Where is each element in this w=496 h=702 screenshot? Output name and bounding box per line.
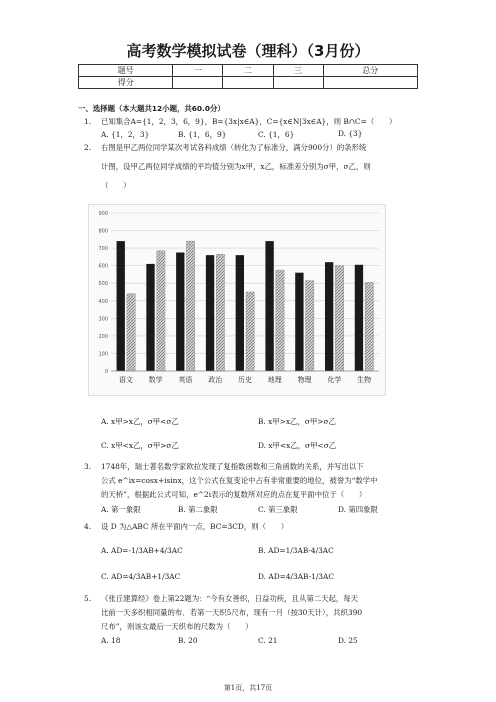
score-cell (323, 77, 417, 89)
bar-series-1 (295, 273, 303, 371)
score-table-header: 一 (173, 65, 223, 77)
score-cell (273, 77, 323, 89)
bar-series-2 (186, 241, 194, 371)
question-number: 2. (84, 143, 92, 152)
x-tick-label: 物理 (297, 376, 312, 384)
bar-series-2 (246, 292, 254, 371)
y-tick-label: 700 (98, 246, 108, 253)
question-number: 3. (84, 462, 92, 471)
score-table-header: 三 (273, 65, 323, 77)
y-tick-label: 900 (98, 211, 108, 217)
bar-series-2 (127, 294, 135, 371)
score-table (78, 64, 418, 89)
score-cell (173, 77, 223, 89)
question-stem: 设 D 为△ABC 所在平面内一点，BC=3CD，则（ ） (101, 522, 289, 531)
y-tick-label: 800 (98, 228, 108, 235)
question-stem: 比前一天多织相同量的布．若第一天织5尺布，现有一月（按30天计），共织390 (101, 608, 363, 617)
bar-series-1 (325, 262, 333, 371)
option-d: D. {3} (338, 129, 363, 138)
y-tick-label: 400 (98, 298, 108, 305)
option-d: D. 25 (338, 636, 358, 645)
question-stem: 的天桥”，根据此公式可知，e^2i表示的复数所对应的点在复平面中位于（ ） (101, 490, 367, 499)
bar-series-1 (265, 241, 273, 371)
bar-series-2 (335, 266, 343, 371)
score-table-row (79, 77, 418, 89)
question-stem: 尺布”，则该女最后一天织布的尺数为（ ） (101, 622, 253, 631)
option-c: C. AD=4/3AB+1/3AC (101, 572, 181, 581)
option-a: A. AD=-1/3AB+4/3AC (101, 546, 183, 555)
bar-series-1 (206, 255, 214, 371)
score-cell (223, 77, 273, 89)
bar-chart (88, 204, 386, 396)
score-table-header: 二 (223, 65, 273, 77)
bar-chart-svg (89, 205, 385, 395)
option-a: A. 18 (101, 636, 121, 645)
question-stem: 计图，设甲乙两位同学成绩的平均值分别为x甲，x乙，标准差分别为σ甲，σ乙，则 (101, 162, 371, 171)
y-tick-label: 0 (104, 369, 108, 375)
question-stem: （ ） (101, 181, 131, 190)
x-tick-label: 历史 (238, 376, 252, 384)
x-tick-label: 英语 (178, 376, 193, 384)
question-number: 1. (84, 117, 92, 126)
page-title: 高考数学模拟试卷（理科）（3月份） (126, 42, 370, 60)
question-stem: 《张丘建算经》卷上第22题为：“今有女善织，日益功疾，且从第二天起，每天 (101, 594, 359, 603)
bar-series-1 (146, 264, 154, 371)
score-table-header: 题号 (79, 65, 173, 77)
score-row-label: 得分 (79, 77, 173, 89)
option-c: C. 21 (258, 636, 278, 645)
bar-series-1 (176, 253, 184, 372)
question-stem: 公式 e^ix=cosx+isinx，这个公式在复变论中占有非常重要的地位，被誉为“数学中 (101, 476, 378, 485)
bar-series-2 (306, 281, 314, 371)
x-tick-label: 数学 (148, 376, 163, 384)
option-c: C. {1，6} (258, 130, 295, 139)
question-number: 4. (84, 522, 92, 531)
bar-series-2 (365, 282, 373, 371)
option-a: A. {1，2，3} (101, 130, 150, 139)
question-stem: 已知集合A={1，2，3，6，9}，B={3x|x∈A}，C={x∈N|3x∈A}，则 B∩C=（ ） (101, 117, 397, 126)
x-tick-label: 地理 (267, 376, 282, 384)
question-number: 5. (84, 594, 92, 603)
bar-series-2 (216, 254, 224, 371)
option-b: B. 20 (178, 636, 198, 645)
y-tick-label: 600 (98, 263, 108, 270)
option-d: D. AD=4/3AB-1/3AC (258, 572, 334, 581)
option-c: C. x甲<x乙，σ甲>σ乙 (101, 441, 179, 450)
option-a: A. 第一象限 (101, 505, 141, 514)
question-stem: 1748年，瑞士著名数学家欧拉发现了复指数函数和三角函数的关系，并写出以下 (101, 462, 364, 471)
x-tick-label: 语文 (118, 376, 133, 384)
score-table-header-row (79, 65, 418, 77)
option-b: B. AD=1/3AB-4/3AC (258, 546, 334, 555)
option-a: A. x甲>x乙，σ甲<σ乙 (101, 417, 179, 426)
option-c: C. 第三象限 (258, 505, 298, 514)
x-tick-label: 化学 (327, 376, 342, 384)
option-d: D. 第四象限 (338, 505, 378, 514)
score-table-header: 总分 (323, 65, 417, 77)
page-footer: 第1页，共17页 (223, 684, 273, 692)
y-tick-label: 300 (98, 316, 108, 323)
bar-series-1 (117, 241, 125, 371)
bar-series-2 (157, 251, 165, 371)
x-tick-label: 政治 (208, 376, 223, 384)
bar-series-1 (355, 265, 363, 371)
x-tick-label: 生物 (357, 376, 372, 384)
bar-series-2 (276, 270, 284, 371)
option-d: D. x甲<x乙，σ甲<σ乙 (258, 441, 337, 450)
option-b: B. x甲>x乙，σ甲>σ乙 (258, 417, 336, 426)
option-b: B. 第二象限 (178, 505, 218, 514)
y-tick-label: 100 (98, 351, 108, 358)
option-b: B. {1，6，9} (178, 130, 227, 139)
y-tick-label: 200 (98, 333, 108, 340)
question-stem: 右图是甲乙两位同学某次考试各科成绩（转化为了标准分，满分900分）的条形统 (101, 143, 367, 152)
y-tick-label: 500 (98, 281, 108, 288)
bar-series-1 (236, 255, 244, 371)
section-heading: 一、选择题（本大题共12小题，共60.0分） (78, 104, 225, 113)
